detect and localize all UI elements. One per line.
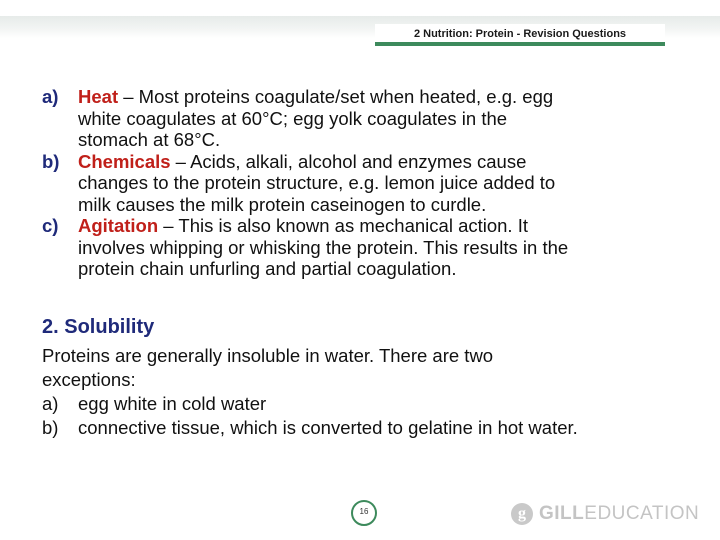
list-text: – This is also known as mechanical action. It xyxy=(158,215,528,236)
page-number-badge xyxy=(351,500,377,526)
exception-text: connective tissue, which is converted to gelatine in hot water. xyxy=(78,417,578,438)
list-marker: a) xyxy=(42,393,59,414)
list-text: – Acids, alkali, alcohol and enzymes cause xyxy=(170,150,527,172)
list-item-heat xyxy=(42,86,682,151)
list-line: changes to the protein structure, e.g. lemon juice added to xyxy=(78,172,556,193)
list-line xyxy=(78,86,682,108)
list-item-agitation xyxy=(42,215,682,280)
logo-text xyxy=(539,503,699,525)
solubility-heading: 2. Solubility xyxy=(42,316,155,338)
logo-text-light: EDUCATION xyxy=(584,503,700,524)
list-text: – Most proteins coagulate/set when heated, e.g. egg xyxy=(118,86,554,107)
exception-text: egg white in cold water xyxy=(78,393,267,414)
list-marker: b) xyxy=(42,150,60,172)
term-agitation: Agitation xyxy=(78,215,159,236)
list-marker: c) xyxy=(42,215,59,236)
solubility-paragraph xyxy=(42,344,692,440)
page-number: 16 xyxy=(359,507,369,516)
list-item-chemicals xyxy=(42,151,682,216)
list-line: milk causes the milk protein caseinogen to curdle. xyxy=(78,193,487,215)
paragraph-line: Proteins are generally insoluble in water. There are two xyxy=(42,345,494,366)
logo-text-bold: GILL xyxy=(539,503,585,524)
term-chemicals: Chemicals xyxy=(78,150,171,172)
exception-item xyxy=(42,416,692,440)
gill-education-logo xyxy=(511,500,699,528)
term-heat: Heat xyxy=(78,86,119,107)
page-title: 2 Nutrition: Protein - Revision Questions xyxy=(413,28,627,40)
list-marker: b) xyxy=(42,417,59,438)
list-line: white coagulates at 60°C; egg yolk coagulates in the xyxy=(78,107,508,129)
list-line: involves whipping or whisking the protein. This results in the xyxy=(78,236,569,258)
list-line: stomach at 68°C. xyxy=(78,129,221,150)
list-line xyxy=(78,151,682,173)
list-line: protein chain unfurling and partial coagulation. xyxy=(78,258,457,279)
factor-list xyxy=(42,86,682,280)
logo-mark-icon: g xyxy=(511,503,533,525)
paragraph-line: exceptions: xyxy=(42,369,136,390)
list-marker: a) xyxy=(42,86,59,107)
list-line xyxy=(78,215,682,237)
exception-item xyxy=(42,392,692,416)
header-tab xyxy=(375,24,665,46)
